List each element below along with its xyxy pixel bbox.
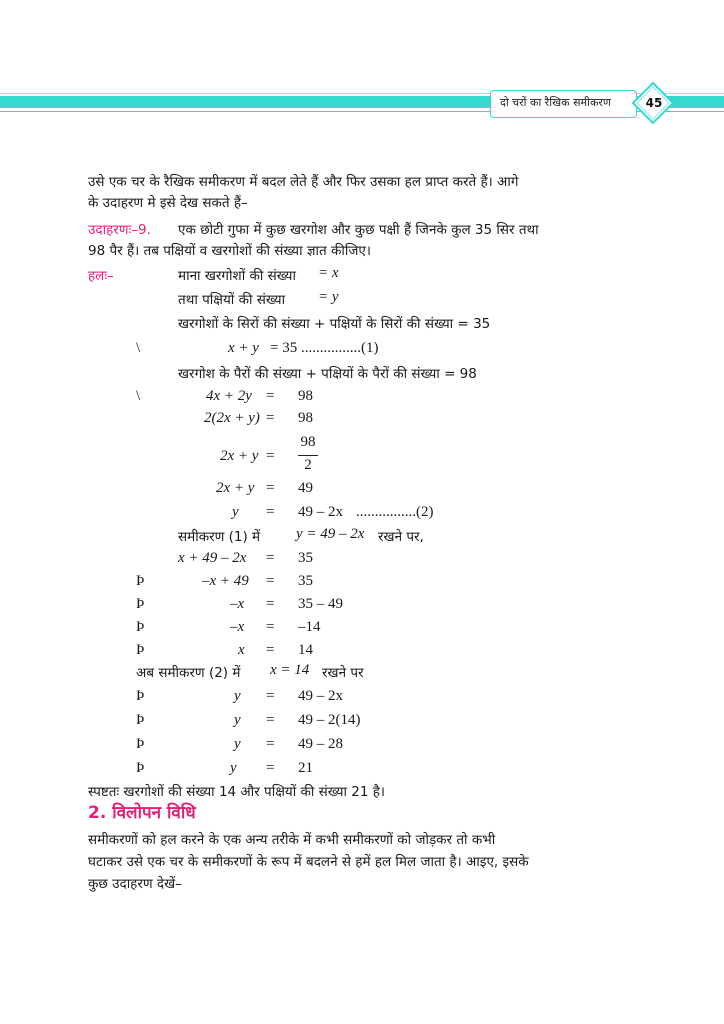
equation-8-right: 35 — [298, 573, 313, 589]
equation-3-right: 98 — [298, 410, 313, 426]
equation-10-equals: = — [266, 619, 275, 635]
equation-6-left: y — [232, 504, 239, 520]
solution-step-4: खरगोश के पैरों की संख्या + पक्षियों के पैरों की संख्या = 98 — [178, 366, 477, 382]
equation-15-left: y — [230, 760, 237, 776]
solution-label: हलः– — [88, 268, 114, 284]
equation-7-equals: = — [266, 550, 275, 566]
implies-symbol: Þ — [136, 573, 145, 589]
equation-8-left: –x + 49 — [202, 573, 249, 589]
equation-13-left: y — [234, 712, 241, 728]
chapter-title: दो चरों का रैखिक समीकरण — [500, 96, 611, 109]
implies-symbol: Þ — [136, 712, 145, 728]
equation-6-right: 49 – 2x — [298, 504, 343, 520]
substitution-2-tail: रखने पर — [322, 665, 364, 681]
equation-6-equals: = — [266, 504, 275, 520]
equation-7-left: x + 49 – 2x — [178, 550, 247, 566]
substitution-2-math: x = 14 — [270, 662, 310, 678]
section-line-1: समीकरणों को हल करने के एक अन्य तरीके में कभी समीकरणों को जोड़कर तो कभी — [88, 832, 496, 848]
solution-step-2-text: तथा पक्षियों की संख्या — [178, 292, 286, 308]
section-line-3: कुछ उदाहरण देखें– — [88, 876, 182, 892]
equation-3-equals: = — [266, 410, 275, 426]
equation-2-right: 98 — [298, 388, 313, 404]
equation-10-right: –14 — [298, 619, 321, 635]
conclusion-text: स्पष्टतः खरगोशों की संख्या 14 और पक्षियों की संख्या 21 है। — [88, 784, 386, 800]
equation-9-left: –x — [230, 596, 245, 612]
equation-4-denominator: 2 — [304, 457, 312, 473]
solution-step-1-text: माना खरगोशों की संख्या — [178, 268, 296, 284]
intro-line-1: उसे एक चर के रैखिक समीकरण में बदल लेते हैं और फिर उसका हल प्राप्त करते हैं। आगे — [88, 174, 519, 190]
equation-6-tag: ................(2) — [356, 504, 434, 520]
example-line-1: एक छोटी गुफा में कुछ खरगोश और कुछ पक्षी हैं जिनके कुल 35 सिर तथा — [178, 222, 539, 238]
substitution-2-text: अब समीकरण (2) में — [136, 665, 241, 681]
solution-step-3: खरगोशों के सिरों की संख्या + पक्षियों के सिरों की संख्या = 35 — [178, 316, 491, 332]
page-number: 45 — [645, 96, 663, 110]
equation-12-left: y — [234, 688, 241, 704]
equation-7-right: 35 — [298, 550, 313, 566]
equation-1-right: = 35 ................(1) — [270, 340, 379, 356]
equation-2-left: 4x + 2y — [206, 388, 252, 404]
equation-4-equals: = — [266, 448, 275, 464]
implies-symbol: Þ — [136, 736, 145, 752]
substitution-1-text: समीकरण (1) में — [178, 529, 261, 545]
implies-symbol: Þ — [136, 688, 145, 704]
implies-symbol: Þ — [136, 760, 145, 776]
equation-4-numerator: 98 — [300, 434, 316, 450]
therefore-symbol: \ — [136, 340, 141, 356]
equation-10-left: –x — [230, 619, 245, 635]
equation-15-right: 21 — [298, 760, 313, 776]
solution-step-2-math: = y — [318, 289, 339, 305]
implies-symbol: Þ — [136, 619, 145, 635]
implies-symbol: Þ — [136, 596, 145, 612]
equation-8-equals: = — [266, 573, 275, 589]
equation-2-equals: = — [266, 388, 275, 404]
equation-13-equals: = — [266, 712, 275, 728]
substitution-1-tail: रखने पर, — [378, 529, 424, 545]
equation-14-left: y — [234, 736, 241, 752]
equation-9-equals: = — [266, 596, 275, 612]
equation-5-left: 2x + y — [216, 480, 255, 496]
therefore-symbol: \ — [136, 388, 141, 404]
equation-11-right: 14 — [298, 642, 313, 658]
equation-3-left: 2(2x + y) — [204, 410, 260, 426]
equation-5-right: 49 — [298, 480, 313, 496]
equation-1-left: x + y — [228, 340, 259, 356]
implies-symbol: Þ — [136, 642, 145, 658]
section-heading: 2. विलोपन विधि — [88, 803, 196, 823]
equation-12-right: 49 – 2x — [298, 688, 343, 704]
equation-5-equals: = — [266, 480, 275, 496]
equation-13-right: 49 – 2(14) — [298, 712, 361, 728]
equation-14-equals: = — [266, 736, 275, 752]
intro-line-2: के उदाहरण मे इसे देख सकते हैं– — [88, 195, 248, 211]
equation-9-right: 35 – 49 — [298, 596, 343, 612]
equation-4-left: 2x + y — [220, 448, 259, 464]
equation-14-right: 49 – 28 — [298, 736, 343, 752]
example-line-2: 98 पैर हैं। तब पक्षियों व खरगोशों की संख्या ज्ञात कीजिए। — [88, 243, 372, 259]
substitution-1-math: y = 49 – 2x — [296, 526, 365, 542]
solution-step-1-math: = x — [318, 265, 339, 281]
fraction-bar — [298, 455, 318, 456]
section-line-2: घटाकर उसे एक चर के समीकरणों के रूप में बदलने से हमें हल मिल जाता है। आइए, इसके — [88, 854, 529, 870]
example-label: उदाहरणः–9. — [88, 222, 151, 238]
equation-15-equals: = — [266, 760, 275, 776]
equation-12-equals: = — [266, 688, 275, 704]
equation-11-equals: = — [266, 642, 275, 658]
equation-11-left: x — [238, 642, 245, 658]
